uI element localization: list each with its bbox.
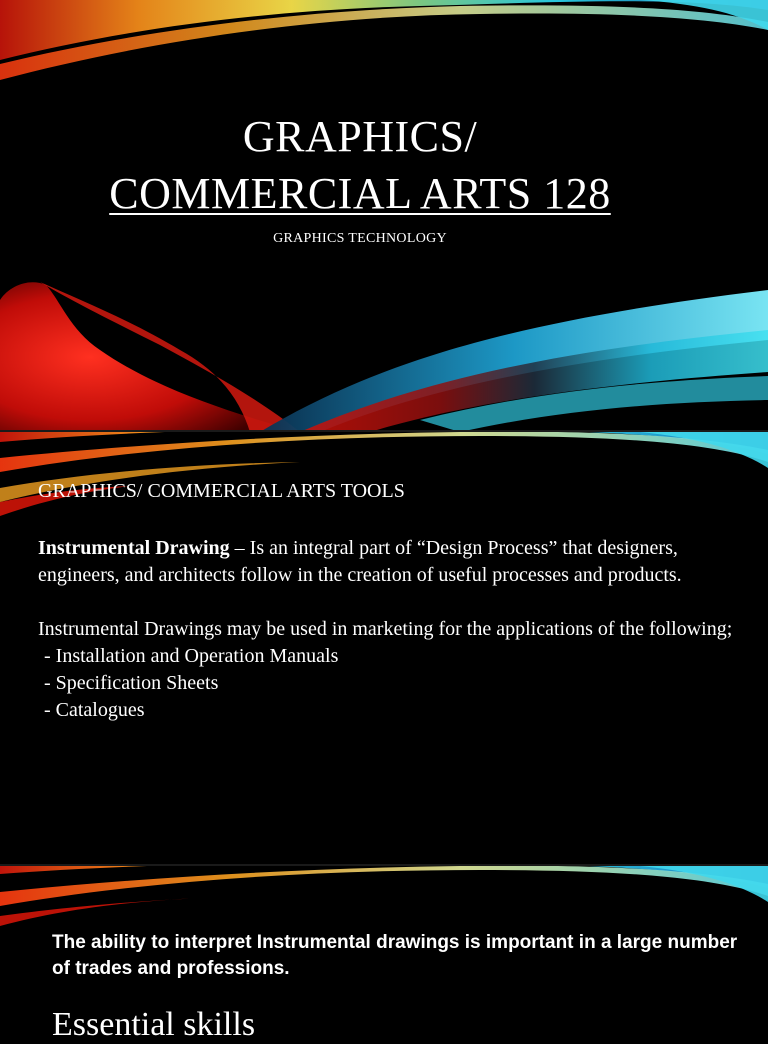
section-heading: GRAPHICS/ COMMERCIAL ARTS TOOLS [38, 480, 405, 502]
applications-list [38, 643, 738, 724]
slide-2-body [38, 535, 738, 724]
slide-3-next-line: Essential skills [52, 1006, 256, 1043]
slide-subtitle: GRAPHICS TECHNOLOGY [273, 231, 447, 246]
slide-1 [0, 0, 768, 432]
definition-text: – Is an integral part of “Design Process” that designers, engineers, and architects follow in the creation of useful processes and products. [38, 537, 682, 586]
term-label: Instrumental Drawing [38, 537, 230, 559]
slide-title-line-2: COMMERCIAL ARTS 128 [109, 169, 611, 218]
slide-title-line-1: GRAPHICS/ [242, 112, 478, 161]
intro-paragraph: Instrumental Drawings may be used in marketing for the applications of the following; [38, 618, 733, 640]
list-item: - Specification Sheets [44, 672, 219, 694]
list-item: - Catalogues [44, 699, 145, 721]
definition-paragraph [38, 535, 738, 589]
slide-3-statement: The ability to interpret Instrumental drawings is important in a large number of trades and professions. [52, 932, 738, 979]
list-item: - Installation and Operation Manuals [44, 645, 339, 667]
